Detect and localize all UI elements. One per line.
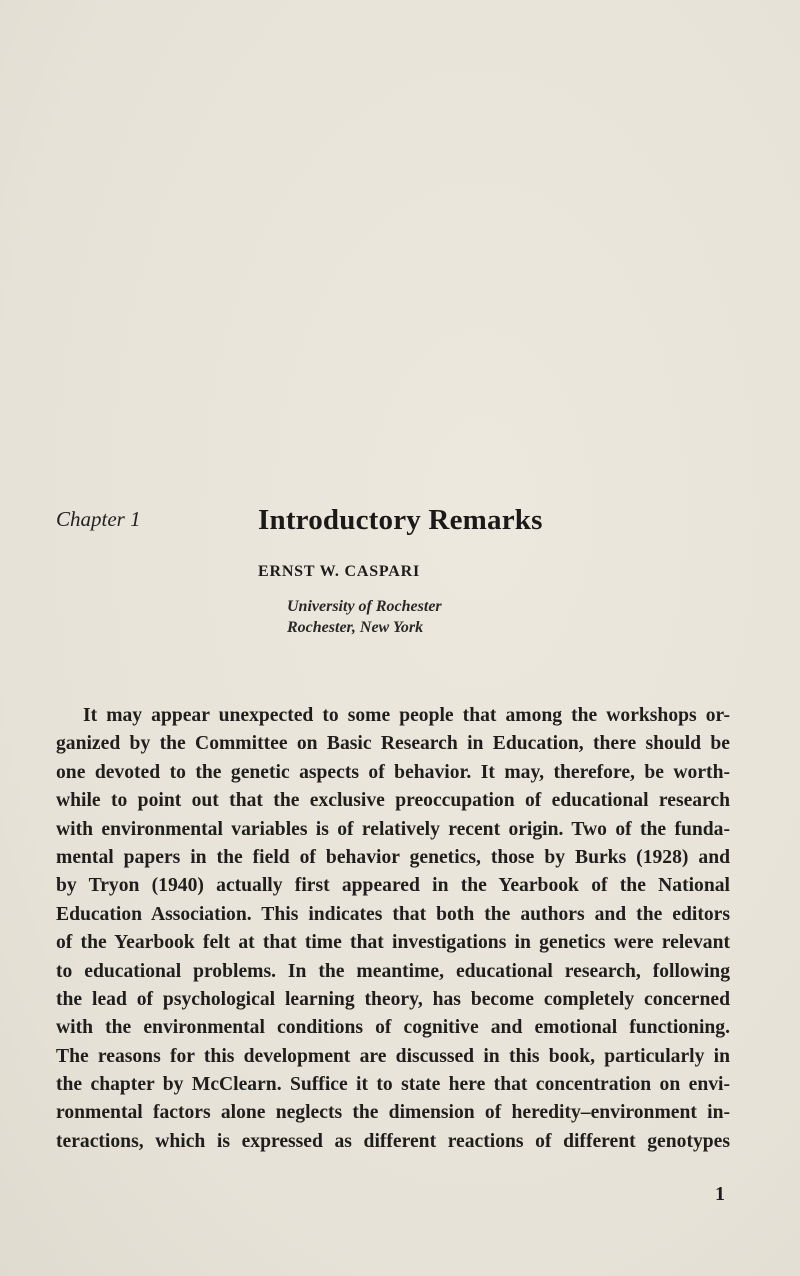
body-line: to educational problems. In the meantime, educational research, following [56,960,730,982]
body-line: while to point out that the exclusive preoccupation of educational research [56,790,730,812]
body-line: one devoted to the genetic aspects of behavior. It may, therefore, be worth- [56,761,730,783]
body-paragraph [56,702,730,1156]
page-number: 1 [715,1183,725,1205]
body-line: the chapter by McClearn. Suffice it to state here that concentration on envi- [56,1074,730,1096]
body-line: the lead of psychological learning theory, has become completely concerned [56,988,730,1010]
affiliation-location: Rochester, New York [287,619,424,636]
author-name: ERNST W. CASPARI [258,563,421,580]
body-line: with environmental variables is of relatively recent origin. Two of the funda- [56,818,730,840]
body-line: It may appear unexpected to some people that among the workshops or- [83,705,730,726]
body-line: of the Yearbook felt at that time that investigations in genetics were relevant [56,932,730,954]
author-affiliation [287,596,442,638]
chapter-title: Introductory Remarks [258,504,543,536]
body-line: teractions, which is expressed as different reactions of different genotypes [56,1130,730,1152]
body-line: ganized by the Committee on Basic Research in Education, there should be [56,733,730,755]
body-line: Education Association. This indicates that both the authors and the editors [56,903,730,925]
body-line: ronmental factors alone neglects the dimension of heredity–environment in- [56,1102,730,1124]
body-line: The reasons for this development are discussed in this book, particularly in [56,1045,730,1067]
body-line: by Tryon (1940) actually first appeared in the Yearbook of the National [56,875,730,897]
affiliation-university: University of Rochester [287,598,442,615]
body-line: with the environmental conditions of cognitive and emotional functioning. [56,1017,730,1039]
chapter-label: Chapter 1 [56,507,141,531]
body-line: mental papers in the field of behavior genetics, those by Burks (1928) and [56,846,730,868]
